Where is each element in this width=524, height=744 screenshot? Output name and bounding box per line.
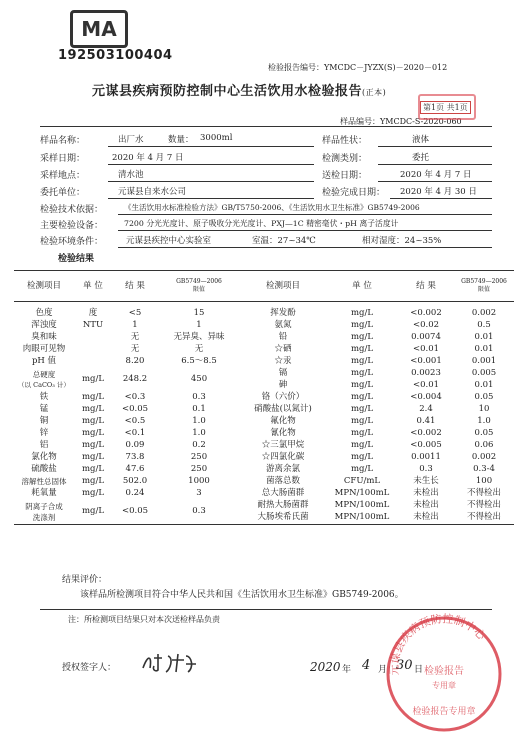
date-month: 4 [362, 658, 371, 673]
table-row: 阴离子合成 洗涤剂 mg/L <0.05 0.3 耐热大肠菌群 MPN/100mL 未检出 不得检出 [14, 500, 514, 512]
table-row: pH 值 8.20 6.5～8.5 ☆汞 mg/L <0.001 0.001 [31, 356, 497, 366]
sampling-site-label: 采样地点： [40, 171, 86, 181]
humidity: 相对湿度：24~35% [362, 236, 442, 246]
delivery-date: 2020 年 4 月 7 日 [400, 170, 472, 180]
table-row: 浑浊度 NTU 1 1 氨氮 mg/L <0.02 0.5 [31, 320, 491, 330]
header-unit: 单 位 [83, 280, 103, 291]
sampling-date-label: 采样日期： [40, 154, 86, 164]
table-row: 铁 mg/L <0.3 0.3 铬（六价） mg/L <0.004 0.05 [39, 392, 494, 402]
month-char: 月 [378, 665, 388, 675]
header-limit-2: GB5749—2006 限值 [461, 278, 507, 293]
page-info: 第1页 共1页 [420, 101, 471, 114]
env-place: 元谋县疾控中心实验室 [126, 236, 212, 246]
table-row: 肉眼可见物 无 无 ☆硒 mg/L <0.01 0.01 [22, 344, 494, 354]
seal-icon [380, 610, 508, 738]
svg-text:检验报告专用章: 检验报告专用章 [412, 707, 476, 717]
sample-state-label: 样品性状： [322, 136, 368, 146]
sample-number: 样品编号：YMCDC-S-2020-060 [340, 117, 462, 126]
year-char: 年 [342, 665, 352, 675]
report-title [92, 80, 386, 99]
table-row: 硫酸盐 mg/L 47.6 250 游离余氯 mg/L 0.3 0.3-4 [31, 464, 495, 474]
signature [140, 650, 200, 681]
table-row: 锌 mg/L <0.1 1.0 氰化物 mg/L <0.002 0.05 [39, 428, 494, 438]
note: 注：所检测项目结果只对本次送检样品负责 [68, 615, 220, 624]
table-row: 砷 mg/L <0.01 0.01 [278, 380, 494, 390]
test-type: 委托 [412, 153, 430, 163]
results-table [14, 270, 514, 525]
sample-state: 液体 [412, 135, 430, 145]
date-year: 2020 [310, 660, 341, 674]
equipment: 7200 分光光度计、原子吸收分光光度计、PXJ—1C 精密毫伏・pH 离子活度计 [124, 219, 399, 228]
quantity-label: 数量： [168, 135, 194, 145]
header-item: 检测项目 [26, 280, 61, 291]
results-title: 检验结果 [58, 254, 95, 264]
env-label: 检验环境条件： [40, 237, 104, 247]
header-result-2: 结 果 [416, 280, 436, 291]
header-unit-2: 单 位 [352, 280, 372, 291]
conclusion-label: 结果评价： [62, 575, 108, 585]
table-row: 锰 mg/L <0.05 0.1 硝酸盐(以氮计) mg/L 2.4 10 [39, 404, 490, 414]
client-label: 委托单位： [40, 188, 86, 198]
signature-scribble [140, 650, 200, 676]
table-row: 臭和味 无 无异臭、异味 铅 mg/L 0.0074 0.01 [31, 332, 494, 342]
corner-stamp [418, 94, 476, 120]
table-row: 溶解性总固体 mg/L 502.0 1000 菌落总数 CFU/mL 未生长 100 [21, 476, 493, 486]
finish-date-label: 检验完成日期： [322, 188, 386, 198]
basis-label: 检验技术依据： [40, 205, 104, 215]
official-seal [380, 610, 508, 738]
divider [40, 126, 492, 127]
title-suffix: (正本) [362, 88, 387, 97]
svg-text:检验报告: 检验报告 [424, 666, 464, 677]
detergent-cell: 阴离子合成 洗涤剂 [25, 501, 63, 522]
header-result: 结 果 [125, 280, 145, 291]
svg-text:元谋县疾病预防控制中心: 元谋县疾病预防控制中心 [387, 612, 488, 676]
table-row: 铜 mg/L <0.5 1.0 氟化物 mg/L 0.41 1.0 [39, 416, 491, 426]
test-type-label: 检测类别： [322, 154, 368, 164]
delivery-date-label: 送检日期： [322, 171, 368, 181]
report-number: 检验报告编号：YMCDC－JYZX(S)－2020－012 [268, 63, 448, 72]
signer-label: 授权签字人： [62, 663, 117, 673]
sampling-date: 2020 年 4 月 7 日 [112, 153, 184, 163]
table-row: 总硬度 （以 CaCO₃ 计） mg/L 248.2 450 镉 mg/L 0.0023 0.005 [14, 368, 514, 380]
room-temp: 室温：27~34℃ [252, 236, 316, 246]
day-char: 日 [414, 665, 424, 675]
certificate-number: 192503100404 [58, 48, 173, 63]
header-limit: GB5749—2006 限值 [176, 278, 222, 293]
hardness-cell: 总硬度 （以 CaCO₃ 计） [18, 369, 70, 389]
table-header-row [14, 271, 514, 302]
table-row: 耗氧量 mg/L 0.24 3 总大肠菌群 MPN/100mL 未检出 不得检出 [31, 488, 501, 498]
table-row: 氯化物 mg/L 73.8 250 ☆四氯化碳 mg/L 0.0011 0.002 [31, 452, 497, 462]
svg-text:专用章: 专用章 [432, 681, 456, 690]
conclusion-text: 该样品所检测项目符合中华人民共和国《生活饮用水卫生标准》GB5749-2006。 [80, 590, 404, 600]
sampling-site: 清水池 [118, 170, 144, 180]
finish-date: 2020 年 4 月 30 日 [400, 187, 477, 197]
sample-name: 出厂水 [118, 135, 144, 145]
equipment-label: 主要检验设备： [40, 221, 104, 231]
ma-logo: MA [70, 10, 128, 48]
basis: 《生活饮用水标准检验方法》GB/T5750-2006、《生活饮用水卫生标准》GB5749-2006 [124, 203, 420, 212]
title-text: 元谋县疾病预防控制中心生活饮用水检验报告 [92, 84, 363, 99]
client: 元谋县自来水公司 [118, 187, 187, 197]
date-day: 30 [396, 658, 413, 673]
quantity: 3000ml [200, 133, 233, 143]
table-row: 铝 mg/L 0.09 0.2 ☆三氯甲烷 mg/L <0.005 0.06 [39, 440, 494, 450]
sample-name-label: 样品名称： [40, 136, 86, 146]
table-row: 大肠埃希氏菌 MPN/100mL 未检出 不得检出 [14, 512, 514, 525]
table-row: 色度 度 <5 15 挥发酚 mg/L <0.002 0.002 [35, 308, 497, 318]
header-item-2: 检测项目 [265, 280, 300, 291]
